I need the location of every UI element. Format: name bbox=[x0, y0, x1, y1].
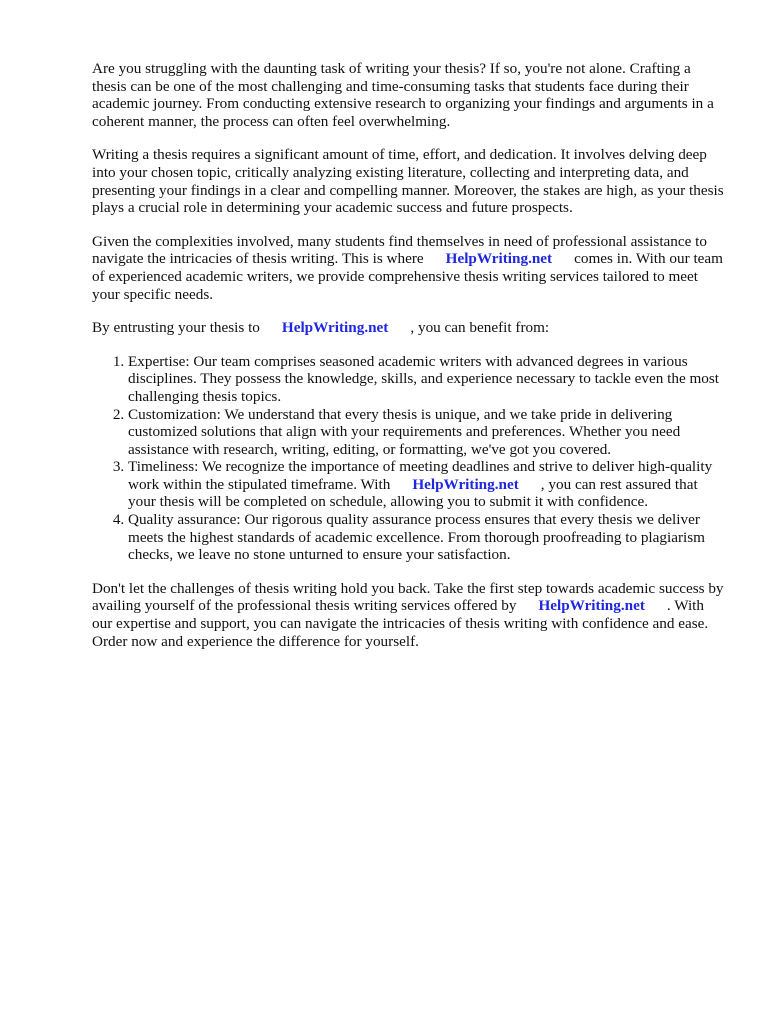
closing-text-after: . With our expertise and support, you can navigate the intricacies of thesis writing with confidence and ease. Order now and experience the difference for yourself. bbox=[92, 597, 709, 650]
list-item-timeliness bbox=[128, 458, 724, 511]
benefit-intro-before: By entrusting your thesis to bbox=[92, 319, 260, 337]
assistance-paragraph bbox=[92, 233, 724, 303]
assistance-text-after: comes in. With our team of experienced academic writers, we provide comprehensive thesis writing services tailored to meet your specific needs. bbox=[92, 250, 723, 303]
intro-paragraph: Are you struggling with the daunting task of writing your thesis? If so, you're not alone. Crafting a thesis can be one of the most challenging and time-consuming tasks that students face during their academic journey. From conducting extensive research to organizing your findings and arguments in a coherent manner, the process can often feel overwhelming. bbox=[92, 60, 714, 130]
closing-paragraph bbox=[92, 580, 724, 650]
helpwriting-link[interactable]: HelpWriting.net bbox=[538, 597, 645, 615]
list-item-expertise: 1. Expertise: Our team comprises seasoned academic writers with advanced degrees in various disciplines. They possess the knowledge, skills, and experience necessary to tackle even the most challenging thesis topics. bbox=[128, 353, 724, 406]
helpwriting-link[interactable]: HelpWriting.net bbox=[412, 475, 519, 493]
helpwriting-link[interactable]: HelpWriting.net bbox=[445, 250, 553, 268]
benefits-list bbox=[92, 353, 724, 564]
helpwriting-link[interactable]: HelpWriting.net bbox=[281, 319, 389, 337]
requirements-paragraph: Writing a thesis requires a significant amount of time, effort, and dedication. It involves delving deep into your chosen topic, critically analyzing existing literature, collecting and interpreting data, and presenting your findings in a clear and compelling manner. Moreover, the stakes are high, as your thesis plays a crucial role in determining your academic success and future prospects. bbox=[92, 146, 724, 217]
timeliness-text-before: Timeliness: We recognize the importance of meeting deadlines and strive to deliver high-quality work within the stipulated timeframe. With bbox=[128, 458, 713, 493]
benefit-intro-after: , you can benefit from: bbox=[410, 319, 550, 337]
document-page bbox=[92, 60, 724, 666]
list-item-quality-assurance: 4. Quality assurance: Our rigorous quality assurance process ensures that every thesis we deliver meets the highest standards of academic excellence. From thorough proofreading to plagiarism checks, we leave no stone unturned to ensure your satisfaction. bbox=[128, 511, 724, 564]
assistance-text-before: Given the complexities involved, many students find themselves in need of professional assistance to navigate the intricacies of thesis writing. This is where bbox=[92, 232, 707, 268]
benefit-intro-paragraph bbox=[92, 319, 724, 337]
timeliness-text-after: , you can rest assured that your thesis will be completed on schedule, allowing you to submit it with confidence. bbox=[128, 475, 698, 511]
closing-text-before: Don't let the challenges of thesis writing hold you back. Take the first step towards academic success by availing yourself of the professional thesis writing services offered by bbox=[92, 579, 724, 615]
list-item-customization: 2. Customization: We understand that every thesis is unique, and we take pride in delivering customized solutions that align with your requirements and preferences. Whether you need assistance with research, writing, editing, or formatting, we've got you covered. bbox=[128, 406, 724, 459]
